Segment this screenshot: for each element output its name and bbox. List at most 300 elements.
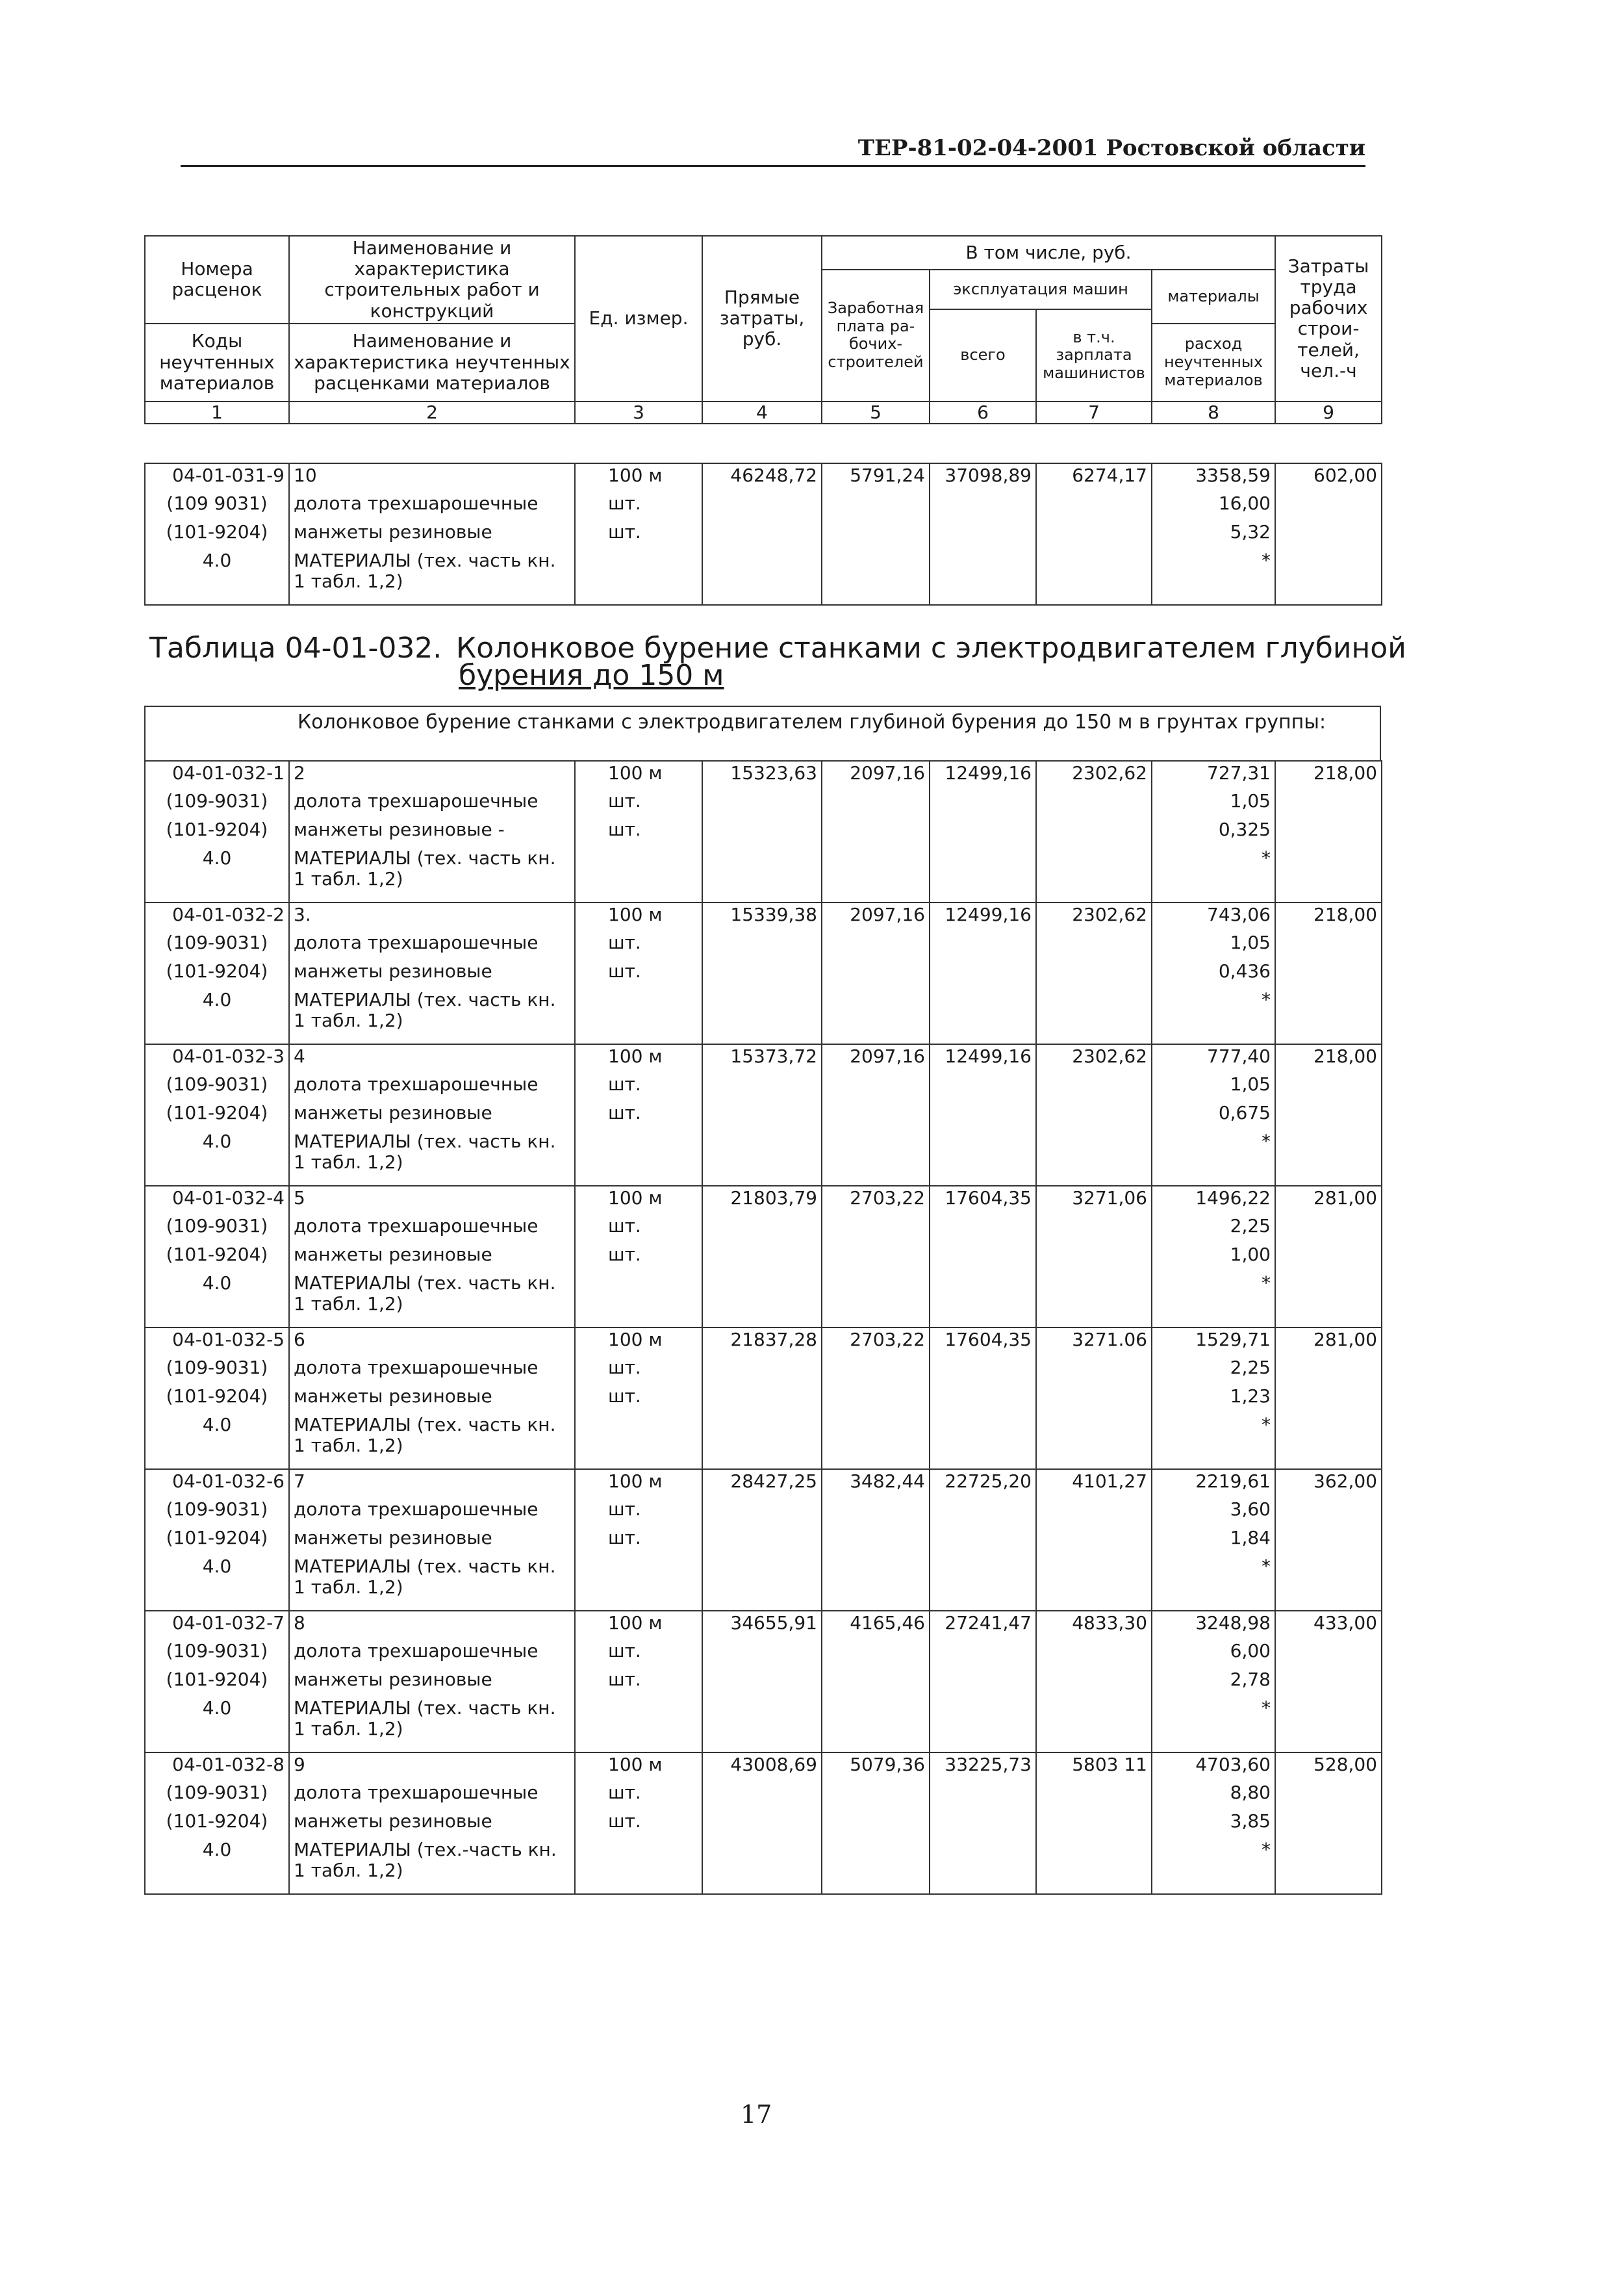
empty-cell (1275, 1413, 1382, 1469)
direct-costs: 15373,72 (702, 1044, 822, 1073)
empty-cell (1036, 1356, 1152, 1385)
material-name: МАТЕРИАЛЫ (тех. часть кн. 1 табл. 1,2) (289, 1413, 575, 1469)
material-row (145, 1073, 1382, 1101)
rate-row (145, 761, 1382, 789)
labor-costs: 281,00 (1275, 1186, 1382, 1214)
empty-cell (930, 1073, 1036, 1101)
empty-cell (702, 492, 822, 520)
material-row (145, 1101, 1382, 1130)
material-code: 4.0 (145, 988, 289, 1044)
material-row (145, 1697, 1382, 1752)
rate-name: 7 (289, 1469, 575, 1498)
material-name: манжеты резиновые (289, 1243, 575, 1272)
material-name: МАТЕРИАЛЫ (тех. часть кн. 1 табл. 1,2) (289, 549, 575, 605)
caption-title-line2: бурения до 150 м (459, 659, 724, 692)
empty-cell (1036, 1272, 1152, 1327)
machinist-wage: 3271,06 (1036, 1186, 1152, 1214)
machine-costs: 17604,35 (930, 1186, 1036, 1214)
empty-cell (930, 520, 1036, 549)
labor-costs: 602,00 (1275, 463, 1382, 492)
material-code: (109 9031) (145, 492, 289, 520)
empty-cell (822, 1130, 930, 1186)
empty-cell (1275, 1498, 1382, 1526)
empty-cell (1036, 1838, 1152, 1894)
material-quantity: 1,00 (1152, 1243, 1275, 1272)
material-code: (101-9204) (145, 818, 289, 847)
material-quantity: * (1152, 1555, 1275, 1611)
group-title (144, 706, 1381, 760)
empty-cell (1036, 988, 1152, 1044)
material-name: долота трехшарошечные (289, 1356, 575, 1385)
material-row (145, 1555, 1382, 1611)
empty-cell (822, 1413, 930, 1469)
column-number: 4 (702, 402, 822, 424)
rate-code: 04-01-032-1 (145, 761, 289, 789)
direct-costs: 15323,63 (702, 761, 822, 789)
material-quantity: 1,05 (1152, 1073, 1275, 1101)
worker-wage: 2703,22 (822, 1327, 930, 1356)
rate-unit: 100 м (575, 1469, 702, 1498)
material-code: (109-9031) (145, 1639, 289, 1668)
material-quantity: 3,85 (1152, 1810, 1275, 1838)
direct-costs: 43008,69 (702, 1752, 822, 1781)
machine-costs: 33225,73 (930, 1752, 1036, 1781)
rate-name: 9 (289, 1752, 575, 1781)
material-unit: шт. (575, 1214, 702, 1243)
material-quantity: * (1152, 1130, 1275, 1186)
empty-cell (930, 988, 1036, 1044)
empty-cell (822, 1555, 930, 1611)
material-name: МАТЕРИАЛЫ (тех. часть кн. 1 табл. 1,2) (289, 847, 575, 903)
empty-cell (702, 1243, 822, 1272)
machinist-wage: 2302,62 (1036, 1044, 1152, 1073)
rate-code: 04-01-032-3 (145, 1044, 289, 1073)
labor-costs: 362,00 (1275, 1469, 1382, 1498)
material-code: (101-9204) (145, 1385, 289, 1413)
empty-cell (1275, 1130, 1382, 1186)
material-row (145, 1385, 1382, 1413)
empty-cell (1275, 549, 1382, 605)
page-number: 17 (741, 2100, 772, 2129)
material-costs: 777,40 (1152, 1044, 1275, 1073)
direct-costs: 34655,91 (702, 1611, 822, 1639)
material-unit: шт. (575, 1243, 702, 1272)
empty-cell (822, 1697, 930, 1752)
empty-cell (1036, 847, 1152, 903)
empty-cell (1036, 1668, 1152, 1697)
machine-costs: 12499,16 (930, 761, 1036, 789)
empty-cell (1036, 1526, 1152, 1555)
empty-cell (930, 1130, 1036, 1186)
rates-table-031 (144, 463, 1382, 606)
worker-wage: 2097,16 (822, 903, 930, 931)
empty-cell (702, 1838, 822, 1894)
material-code: (101-9204) (145, 1668, 289, 1697)
material-code: 4.0 (145, 1413, 289, 1469)
empty-cell (1275, 789, 1382, 818)
material-row (145, 549, 1382, 605)
material-row (145, 1272, 1382, 1327)
header-col1-top: Номера расценок (145, 236, 289, 324)
document-header (181, 135, 1365, 167)
empty-cell (702, 988, 822, 1044)
empty-cell (702, 1214, 822, 1243)
empty-cell (1036, 960, 1152, 988)
rate-row (145, 1327, 1382, 1356)
rate-row (145, 903, 1382, 931)
material-quantity: * (1152, 549, 1275, 605)
material-unit: шт. (575, 1810, 702, 1838)
material-row (145, 492, 1382, 520)
material-code: (109-9031) (145, 789, 289, 818)
empty-cell (702, 1356, 822, 1385)
material-row (145, 1356, 1382, 1385)
material-quantity: 6,00 (1152, 1639, 1275, 1668)
empty-cell (930, 1413, 1036, 1469)
material-quantity: * (1152, 847, 1275, 903)
material-name: манжеты резиновые (289, 1101, 575, 1130)
material-name: манжеты резиновые (289, 520, 575, 549)
material-name: долота трехшарошечные (289, 1073, 575, 1101)
empty-cell (702, 1781, 822, 1810)
material-name: долота трехшарошечные (289, 1781, 575, 1810)
material-name: МАТЕРИАЛЫ (тех. часть кн. 1 табл. 1,2) (289, 1697, 575, 1752)
empty-cell (930, 931, 1036, 960)
header-col5: Заработная плата ра-бочих-строителей (822, 270, 930, 402)
direct-costs: 46248,72 (702, 463, 822, 492)
rate-unit: 100 м (575, 1186, 702, 1214)
empty-cell (702, 520, 822, 549)
rate-row (145, 1044, 1382, 1073)
material-quantity: 3,60 (1152, 1498, 1275, 1526)
material-row (145, 1526, 1382, 1555)
caption-number: Таблица 04-01-032. (149, 632, 442, 665)
empty-cell (822, 520, 930, 549)
material-name: МАТЕРИАЛЫ (тех. часть кн. 1 табл. 1,2) (289, 1555, 575, 1611)
empty-cell (1275, 931, 1382, 960)
rate-row (145, 1469, 1382, 1498)
material-costs: 3248,98 (1152, 1611, 1275, 1639)
empty-cell (702, 1385, 822, 1413)
rate-name: 2 (289, 761, 575, 789)
rate-row (145, 1186, 1382, 1214)
material-unit: шт. (575, 1073, 702, 1101)
material-code: (101-9204) (145, 1101, 289, 1130)
empty-cell (702, 1272, 822, 1327)
material-row (145, 960, 1382, 988)
empty-cell (930, 549, 1036, 605)
material-name: долота трехшарошечные (289, 1214, 575, 1243)
material-costs: 727,31 (1152, 761, 1275, 789)
empty-cell (930, 960, 1036, 988)
material-row (145, 1413, 1382, 1469)
empty-cell (1275, 1526, 1382, 1555)
document-code: ТЕР-81-02-04-2001 Ростовской области (857, 135, 1365, 161)
table-header (144, 235, 1382, 424)
rate-unit: 100 м (575, 761, 702, 789)
empty-cell (1036, 1781, 1152, 1810)
material-quantity: * (1152, 1838, 1275, 1894)
machine-costs: 17604,35 (930, 1327, 1036, 1356)
material-quantity: 1,05 (1152, 789, 1275, 818)
material-unit: шт. (575, 1385, 702, 1413)
worker-wage: 3482,44 (822, 1469, 930, 1498)
empty-cell (822, 1272, 930, 1327)
material-name: МАТЕРИАЛЫ (тех. часть кн. 1 табл. 1,2) (289, 988, 575, 1044)
material-quantity: 1,05 (1152, 931, 1275, 960)
rate-name: 6 (289, 1327, 575, 1356)
empty-cell (702, 1668, 822, 1697)
empty-cell (930, 1356, 1036, 1385)
empty-cell (702, 818, 822, 847)
material-costs: 743,06 (1152, 903, 1275, 931)
material-name: манжеты резиновые (289, 1385, 575, 1413)
machinist-wage: 2302,62 (1036, 903, 1152, 931)
empty-cell (1275, 1810, 1382, 1838)
header-exploitation: эксплуатация машин (930, 270, 1152, 309)
material-quantity: * (1152, 1697, 1275, 1752)
machine-costs: 12499,16 (930, 1044, 1036, 1073)
material-row (145, 1838, 1382, 1894)
empty-cell (822, 1838, 930, 1894)
material-unit: шт. (575, 1101, 702, 1130)
empty-cell (822, 1214, 930, 1243)
labor-costs: 433,00 (1275, 1611, 1382, 1639)
column-number: 3 (575, 402, 702, 424)
empty-cell (1036, 789, 1152, 818)
material-unit: шт. (575, 1781, 702, 1810)
empty-cell (1036, 1214, 1152, 1243)
material-unit (575, 1272, 702, 1327)
material-row (145, 1498, 1382, 1526)
material-unit (575, 1130, 702, 1186)
machine-costs: 37098,89 (930, 463, 1036, 492)
material-unit: шт. (575, 520, 702, 549)
header-col2-top: Наименование и характеристика строительных работ и конструкций (289, 236, 575, 324)
column-number: 9 (1275, 402, 1382, 424)
empty-cell (822, 789, 930, 818)
material-unit: шт. (575, 818, 702, 847)
material-row (145, 1243, 1382, 1272)
material-unit: шт. (575, 1526, 702, 1555)
empty-cell (1275, 1272, 1382, 1327)
empty-cell (1036, 1639, 1152, 1668)
empty-cell (930, 818, 1036, 847)
material-code: (101-9204) (145, 520, 289, 549)
material-unit: шт. (575, 1498, 702, 1526)
material-quantity: 2,25 (1152, 1356, 1275, 1385)
empty-cell (930, 1214, 1036, 1243)
material-name: МАТЕРИАЛЫ (тех. часть кн. 1 табл. 1,2) (289, 1272, 575, 1327)
empty-cell (1036, 1555, 1152, 1611)
machinist-wage: 6274,17 (1036, 463, 1152, 492)
header-col4: Прямые затраты, руб. (702, 236, 822, 402)
empty-cell (930, 1838, 1036, 1894)
machine-costs: 27241,47 (930, 1611, 1036, 1639)
empty-cell (702, 1810, 822, 1838)
material-row (145, 1781, 1382, 1810)
material-row (145, 847, 1382, 903)
empty-cell (822, 549, 930, 605)
material-name: МАТЕРИАЛЫ (тех.-часть кн. 1 табл. 1,2) (289, 1838, 575, 1894)
empty-cell (930, 789, 1036, 818)
material-name: долота трехшарошечные (289, 492, 575, 520)
empty-cell (1275, 1838, 1382, 1894)
material-code: 4.0 (145, 1838, 289, 1894)
material-quantity: 1,84 (1152, 1526, 1275, 1555)
worker-wage: 5791,24 (822, 463, 930, 492)
header-col1-bottom: Коды неучтенных материалов (145, 324, 289, 402)
empty-cell (1275, 1668, 1382, 1697)
material-row (145, 1130, 1382, 1186)
empty-cell (930, 1243, 1036, 1272)
material-quantity: 0,325 (1152, 818, 1275, 847)
empty-cell (930, 1639, 1036, 1668)
empty-cell (1036, 520, 1152, 549)
empty-cell (1036, 818, 1152, 847)
material-unit: шт. (575, 1356, 702, 1385)
empty-cell (1275, 847, 1382, 903)
worker-wage: 2703,22 (822, 1186, 930, 1214)
rate-code: 04-01-032-8 (145, 1752, 289, 1781)
empty-cell (1275, 1697, 1382, 1752)
empty-cell (1036, 1413, 1152, 1469)
empty-cell (822, 1639, 930, 1668)
empty-cell (1275, 960, 1382, 988)
material-code: 4.0 (145, 1555, 289, 1611)
labor-costs: 528,00 (1275, 1752, 1382, 1781)
material-quantity: * (1152, 988, 1275, 1044)
header-col9: Затраты труда рабочих строи-телей, чел.-ч (1275, 236, 1382, 402)
direct-costs: 15339,38 (702, 903, 822, 931)
labor-costs: 218,00 (1275, 1044, 1382, 1073)
material-unit: шт. (575, 1639, 702, 1668)
labor-costs: 281,00 (1275, 1327, 1382, 1356)
empty-cell (822, 1810, 930, 1838)
material-unit (575, 1413, 702, 1469)
empty-cell (822, 1668, 930, 1697)
empty-cell (822, 1101, 930, 1130)
empty-cell (1275, 988, 1382, 1044)
empty-cell (822, 1526, 930, 1555)
material-costs: 1529,71 (1152, 1327, 1275, 1356)
empty-cell (822, 1243, 930, 1272)
material-code: 4.0 (145, 1272, 289, 1327)
material-quantity: 2,25 (1152, 1214, 1275, 1243)
material-row (145, 931, 1382, 960)
material-row (145, 789, 1382, 818)
rate-unit: 100 м (575, 903, 702, 931)
material-code: (109-9031) (145, 1073, 289, 1101)
column-number: 2 (289, 402, 575, 424)
machinist-wage: 2302,62 (1036, 761, 1152, 789)
empty-cell (1036, 1101, 1152, 1130)
empty-cell (1036, 1810, 1152, 1838)
empty-cell (1275, 1781, 1382, 1810)
empty-cell (822, 1781, 930, 1810)
machinist-wage: 3271.06 (1036, 1327, 1152, 1356)
caption-title-line1: Колонковое бурение станками с электродвигателем глубиной (456, 632, 1406, 665)
header-group-label: В том числе, руб. (822, 236, 1275, 270)
material-name: манжеты резиновые (289, 960, 575, 988)
rate-unit: 100 м (575, 1611, 702, 1639)
empty-cell (1275, 1243, 1382, 1272)
material-unit (575, 988, 702, 1044)
empty-cell (930, 1526, 1036, 1555)
material-unit: шт. (575, 789, 702, 818)
material-quantity: 16,00 (1152, 492, 1275, 520)
empty-cell (822, 818, 930, 847)
empty-cell (702, 1555, 822, 1611)
labor-costs: 218,00 (1275, 903, 1382, 931)
empty-cell (1036, 1498, 1152, 1526)
rate-name: 3. (289, 903, 575, 931)
empty-cell (822, 1073, 930, 1101)
empty-cell (702, 1073, 822, 1101)
material-name: долота трехшарошечные (289, 789, 575, 818)
column-number: 7 (1036, 402, 1152, 424)
rate-code: 04-01-031-9 (145, 463, 289, 492)
empty-cell (702, 847, 822, 903)
empty-cell (702, 1526, 822, 1555)
material-row (145, 1639, 1382, 1668)
material-name: манжеты резиновые (289, 1668, 575, 1697)
rate-row (145, 1611, 1382, 1639)
empty-cell (1036, 1130, 1152, 1186)
material-quantity: 1,23 (1152, 1385, 1275, 1413)
material-quantity: 2,78 (1152, 1668, 1275, 1697)
header-col2-bottom: Наименование и характеристика неучтенных расценками материалов (289, 324, 575, 402)
empty-cell (822, 931, 930, 960)
material-code: (109-9031) (145, 1781, 289, 1810)
material-unit (575, 1697, 702, 1752)
empty-cell (822, 960, 930, 988)
material-costs: 2219,61 (1152, 1469, 1275, 1498)
rate-unit: 100 м (575, 463, 702, 492)
material-quantity: 5,32 (1152, 520, 1275, 549)
material-quantity: * (1152, 1413, 1275, 1469)
empty-cell (1275, 492, 1382, 520)
group-title-text: Колонковое бурение станками с электродвигателем глубиной бурения до 150 м в грунтах группы: (298, 711, 1326, 734)
rate-code: 04-01-032-4 (145, 1186, 289, 1214)
empty-cell (702, 1498, 822, 1526)
rate-name: 8 (289, 1611, 575, 1639)
material-quantity: 0,436 (1152, 960, 1275, 988)
material-row (145, 520, 1382, 549)
direct-costs: 28427,25 (702, 1469, 822, 1498)
material-unit (575, 847, 702, 903)
worker-wage: 5079,36 (822, 1752, 930, 1781)
material-unit (575, 1838, 702, 1894)
empty-cell (1275, 1073, 1382, 1101)
empty-cell (702, 549, 822, 605)
empty-cell (1275, 818, 1382, 847)
empty-cell (822, 1498, 930, 1526)
empty-cell (930, 1810, 1036, 1838)
rate-row (145, 1752, 1382, 1781)
machinist-wage: 4833,30 (1036, 1611, 1152, 1639)
direct-costs: 21803,79 (702, 1186, 822, 1214)
machine-costs: 22725,20 (930, 1469, 1036, 1498)
empty-cell (930, 1697, 1036, 1752)
empty-cell (1275, 1214, 1382, 1243)
material-name: долота трехшарошечные (289, 1498, 575, 1526)
rate-row (145, 463, 1382, 492)
empty-cell (1036, 1243, 1152, 1272)
empty-cell (702, 789, 822, 818)
material-row (145, 1214, 1382, 1243)
empty-cell (1275, 1639, 1382, 1668)
